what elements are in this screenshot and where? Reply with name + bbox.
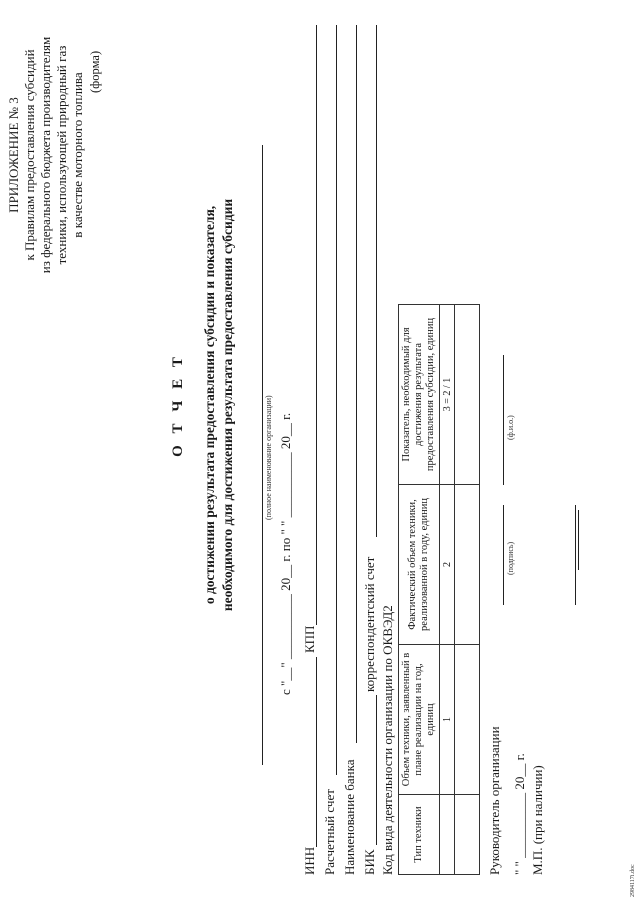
appendix-line-1: к Правилам предоставления субсидий (22, 49, 37, 261)
inn-line[interactable] (316, 657, 317, 847)
document-id: 2984117i.doc (630, 864, 636, 897)
signature-line[interactable] (503, 505, 504, 605)
bank-label: Наименование банка (342, 759, 357, 875)
table-cell[interactable] (455, 795, 480, 875)
sign-date: " " __________ 20__ г. (512, 753, 527, 875)
stamp-label: М.П. (при наличии) (530, 765, 545, 875)
report-title: О Т Ч Е Т (170, 353, 186, 457)
org-name-caption: (полное наименование организации) (264, 395, 273, 520)
col-header-planned: Объем техники, заявленный в плане реализации на год, единиц (399, 645, 440, 795)
col-number-type (440, 795, 455, 875)
col-number-indicator: 3 = 2 / 1 (440, 305, 455, 485)
bik-line[interactable] (376, 695, 377, 845)
kpp-line[interactable] (316, 25, 317, 625)
signature-caption: (подпись) (506, 541, 515, 575)
col-header-indicator: Показатель, необходимый для достижения результата предоставления субсидии, единиц (399, 305, 440, 485)
table-row (455, 305, 480, 875)
head-of-org-label: Руководитель организации (487, 726, 502, 875)
inn-label: ИНН (302, 846, 317, 875)
appendix-line-2: из федерального бюджета производителям (38, 36, 53, 274)
okved-label: Код вида деятельности организации по ОКВЭД2 (380, 605, 395, 875)
col-number-planned: 1 (440, 645, 455, 795)
subsidy-table (398, 304, 480, 875)
name-caption: (ф.и.о.) (506, 415, 515, 440)
bik-label: БИК (362, 849, 377, 875)
table-cell[interactable] (455, 305, 480, 485)
table-cell[interactable] (455, 645, 480, 795)
table-number-row (440, 305, 455, 875)
col-header-actual: Фактический объем техники, реализованной в году, единиц (399, 485, 440, 645)
account-line[interactable] (336, 25, 337, 775)
report-period: с "__" __________ 20__ г. по " " __________ 20__ г. (278, 412, 293, 695)
appendix-header (6, 10, 86, 300)
extra-line-2 (578, 510, 579, 570)
account-label: Расчетный счет (322, 789, 337, 875)
col-header-type: Тип техники (399, 795, 440, 875)
org-name-line (262, 145, 263, 765)
form-mark: (форма) (88, 50, 102, 93)
appendix-line-3: техники, использующей природный газ (54, 45, 69, 265)
appendix-number: ПРИЛОЖЕНИЕ № 3 (6, 97, 21, 213)
name-line[interactable] (503, 355, 504, 485)
extra-line-1 (575, 505, 576, 605)
table-header-row (399, 305, 440, 875)
corr-account-label: корреспондентский счет (362, 556, 377, 692)
bank-line[interactable] (356, 25, 357, 743)
corr-account-line[interactable] (376, 25, 377, 537)
report-subtitle-1: о достижении результата предоставления субсидии и показателя, (202, 205, 217, 605)
report-subtitle-2: необходимого для достижения результата предоставления субсидии (220, 198, 235, 612)
appendix-line-4: в качестве моторного топлива (70, 72, 85, 238)
table-cell[interactable] (455, 485, 480, 645)
col-number-actual: 2 (440, 485, 455, 645)
kpp-label: КПП (302, 625, 317, 653)
